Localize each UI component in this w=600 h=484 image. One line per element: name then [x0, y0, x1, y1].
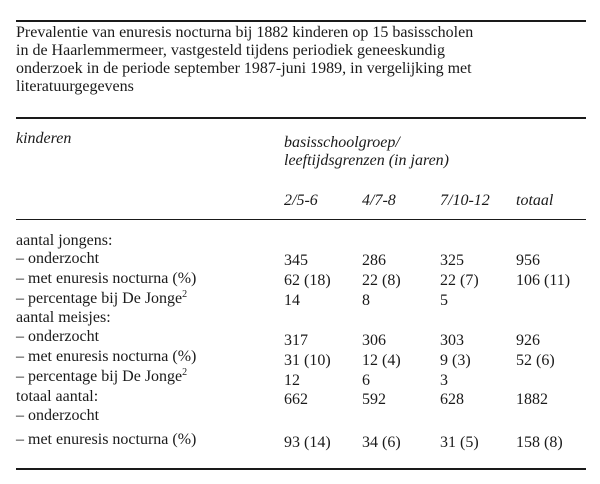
table-cell: 158 (8): [516, 434, 563, 451]
table-cell: 662: [284, 391, 308, 408]
column-header: totaal: [516, 192, 554, 209]
caption-line: in de Haarlemmermeer, vastgesteld tijdens periodiek geneeskundig: [16, 42, 445, 59]
footnote-ref: 2: [182, 367, 188, 378]
table-cell: 956: [516, 252, 540, 269]
table-cell: 93 (14): [284, 434, 331, 451]
table-cell: 286: [362, 252, 386, 269]
table-cell: 3: [440, 372, 448, 389]
table-cell: 22 (7): [440, 272, 479, 289]
table-cell: 22 (8): [362, 272, 401, 289]
table-cell: 8: [362, 292, 370, 309]
column-header: 4/7-8: [362, 192, 396, 209]
table-cell: 12: [284, 372, 300, 389]
row-label: – met enuresis nocturna (%): [16, 348, 197, 365]
table-cell: 12 (4): [362, 352, 401, 369]
row-label: – onderzocht: [16, 407, 100, 424]
top-rule: [16, 20, 586, 22]
column-header: 2/5-6: [284, 192, 318, 209]
row-label: aantal jongens:: [16, 232, 113, 249]
row-label: aantal meisjes:: [16, 309, 111, 326]
table-cell: 345: [284, 252, 308, 269]
table-cell: 106 (11): [516, 272, 571, 289]
row-label: – onderzocht: [16, 328, 100, 345]
caption-line: onderzoek in de periode september 1987-juni 1989, in vergelijking met: [16, 60, 472, 77]
header-rule: [16, 219, 586, 220]
table-cell: 592: [362, 391, 386, 408]
bottom-rule: [16, 468, 586, 470]
row-label: – met enuresis nocturna (%): [16, 270, 197, 287]
row-label: – onderzocht: [16, 250, 100, 267]
row-label: totaal aantal:: [16, 388, 99, 405]
caption-rule: [16, 117, 586, 119]
column-header: 7/10-12: [440, 192, 490, 209]
table-cell: 1882: [516, 391, 548, 408]
caption-line: Prevalentie van enuresis nocturna bij 1882 kinderen op 15 basisscholen: [16, 24, 474, 41]
table-cell: 926: [516, 332, 540, 349]
header-group-line2: leeftijdsgrenzen (in jaren): [284, 152, 449, 169]
table-cell: 14: [284, 292, 300, 309]
row-label: – met enuresis nocturna (%): [16, 431, 197, 448]
table-cell: 325: [440, 252, 464, 269]
header-kinderen: kinderen: [16, 130, 72, 147]
table-cell: 62 (18): [284, 272, 331, 289]
header-group-line1: basisschoolgroep/: [284, 134, 400, 151]
table-cell: 6: [362, 372, 370, 389]
table-caption: [16, 24, 588, 96]
table-cell: 317: [284, 332, 308, 349]
table-cell: 306: [362, 332, 386, 349]
caption-line: literatuurgegevens: [16, 78, 134, 95]
table-cell: 52 (6): [516, 352, 555, 369]
table-cell: 628: [440, 391, 464, 408]
table-cell: 303: [440, 332, 464, 349]
table-cell: 9 (3): [440, 352, 471, 369]
table-cell: 31 (10): [284, 352, 331, 369]
table-cell: 5: [440, 292, 448, 309]
row-label: – percentage bij De Jonge$^2$: [16, 367, 188, 385]
footnote-ref: 2: [182, 289, 188, 300]
table-cell: 31 (5): [440, 434, 479, 451]
table-cell: 34 (6): [362, 434, 401, 451]
row-label: – percentage bij De Jonge$^2$: [16, 289, 188, 307]
